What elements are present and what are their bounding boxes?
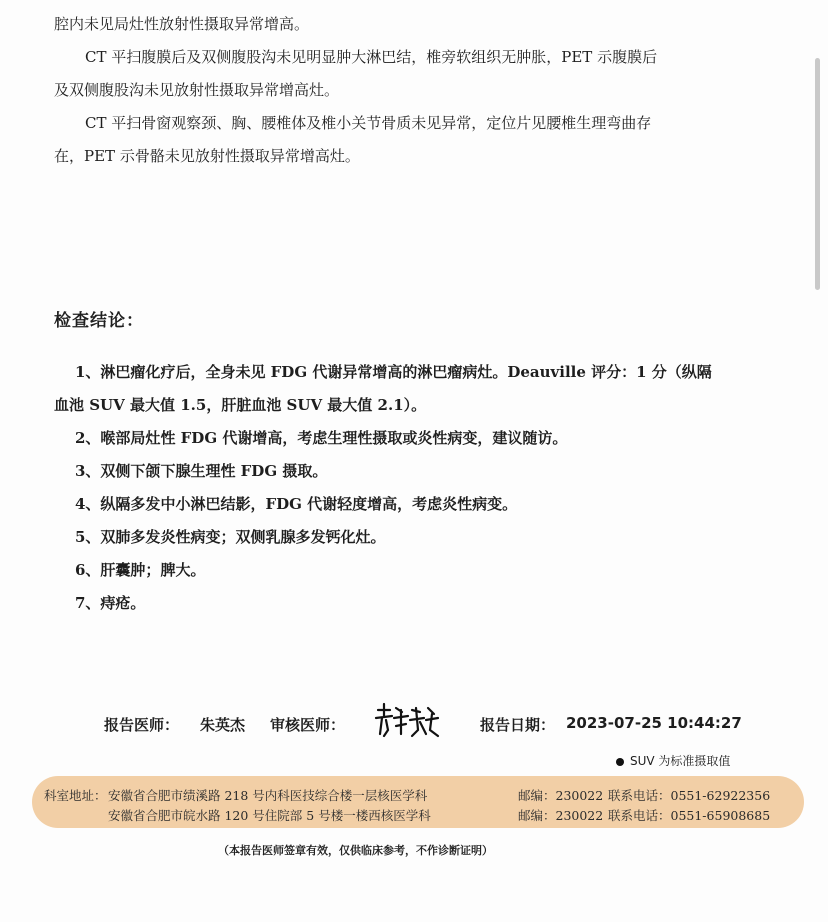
findings-line: CT 平扫骨窗观察颈、胸、腰椎体及椎小关节骨质未见异常，定位片见腰椎生理弯曲存 [85,114,652,132]
conclusion-item: 3、双侧下颌下腺生理性 FDG 摄取。 [75,462,328,480]
conclusion-item: 1、淋巴瘤化疗后，全身未见 FDG 代谢异常增高的淋巴瘤病灶。Deauville 评分：1 分（纵隔 [75,363,712,381]
conclusion-item: 6、肝囊肿；脾大。 [75,561,206,579]
conclusion-list [54,356,794,620]
suv-note-text: SUV 为标准摄取值 [630,754,731,768]
disclaimer-footer: （本报告医师签章有效，仅供临床参考，不作诊断证明） [218,844,493,857]
findings-section [54,8,754,173]
report-date-label: 报告日期： [480,716,556,734]
conclusion-item: 7、痔疮。 [75,594,146,612]
conclusion-heading: 检查结论： [54,311,144,331]
conclusion-item: 2、喉部局灶性 FDG 代谢增高，考虑生理性摄取或炎性病变，建议随访。 [75,429,568,447]
scrollbar-thumb[interactable] [815,58,820,290]
postcode-1: 邮编：230022 [518,788,604,803]
doctor-label: 报告医师： [104,716,180,734]
conclusion-item: 4、纵隔多发中小淋巴结影，FDG 代谢轻度增高，考虑炎性病变。 [75,495,518,513]
address-line-2: 安徽省合肥市皖水路 120 号住院部 5 号楼一楼西核医学科 [108,808,431,823]
conclusion-item-continued: 血池 SUV 最大值 1.5，肝脏血池 SUV 最大值 2.1）。 [54,396,427,414]
handwritten-signature-icon [372,700,440,740]
findings-line: 及双侧腹股沟未见放射性摄取异常增高灶。 [54,81,340,99]
phone-2: 联系电话：0551-65908685 [608,808,771,823]
doctor-name: 朱英杰 [200,716,246,734]
postcode-2: 邮编：230022 [518,808,604,823]
findings-line: CT 平扫腹膜后及双侧腹股沟未见明显肿大淋巴结，椎旁软组织无肿胀，PET 示腹膜后 [85,48,658,66]
conclusion-item: 5、双肺多发炎性病变；双侧乳腺多发钙化灶。 [75,528,386,546]
department-address-band [32,776,804,828]
address-line-1: 安徽省合肥市绩溪路 218 号内科医技综合楼一层核医学科 [108,788,428,803]
findings-line: 腔内未见局灶性放射性摄取异常增高。 [54,15,310,33]
address-label: 科室地址： [44,788,107,803]
report-date-value: 2023-07-25 10:44:27 [566,714,742,732]
phone-1: 联系电话：0551-62922356 [608,788,771,803]
suv-note [616,752,730,769]
bullet-icon [616,758,624,766]
reviewer-label: 审核医师： [270,716,346,734]
findings-line: 在，PET 示骨骼未见放射性摄取异常增高灶。 [54,147,360,165]
signature-row [104,706,744,740]
